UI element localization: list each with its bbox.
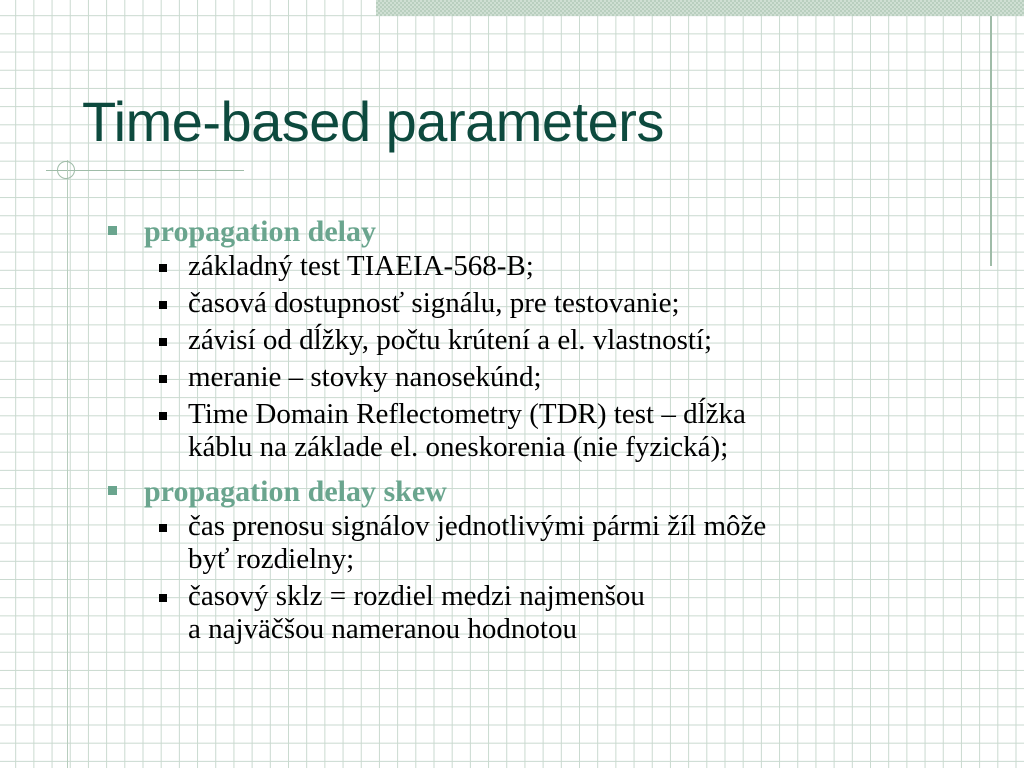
square-bullet-icon [108,486,117,495]
sub-bullet-text: základný test TIAEIA-568-B; [188,250,534,282]
sub-bullet [104,250,984,283]
square-bullet-icon [108,226,117,235]
sub-bullet-text: meranie – stovky nanosekúnd; [188,361,542,393]
square-bullet-icon [159,338,167,346]
square-bullet-icon [159,264,167,272]
top-decorative-band [376,0,1024,16]
square-bullet-icon [159,594,167,602]
left-decorative-rule [67,160,68,768]
sub-bullet [104,361,984,394]
bullet-heading-text: propagation delay [144,215,376,248]
bullet-heading-propagation-delay [104,214,984,250]
sub-bullet-text-line-2: byť rozdielny; [188,543,355,575]
square-bullet-icon [159,524,167,532]
sub-bullet-text-line-1: časový sklz = rozdiel medzi najmenšou [188,580,645,612]
slide-title: Time-based parameters [82,90,664,153]
bullet-heading-propagation-delay-skew [104,474,984,510]
sub-bullet [104,324,984,357]
square-bullet-icon [159,375,167,383]
title-underline-rule [46,170,244,171]
bullet-heading-text: propagation delay skew [144,475,447,508]
sub-bullet-text-line-1: čas prenosu signálov jednotlivými pármi žíl môže [188,510,767,542]
circle-ornament-icon [57,161,75,179]
sub-bullet [104,398,984,464]
sub-bullet-text-line-2: káblu na základe el. oneskorenia (nie fyzická); [188,431,729,463]
sub-bullet-text: závisí od dĺžky, počtu krútení a el. vlastností; [188,324,713,356]
right-decorative-rule [990,16,992,266]
sub-bullet-text: časová dostupnosť signálu, pre testovanie; [188,287,680,319]
sub-bullet [104,287,984,320]
sub-bullet [104,510,984,576]
sub-bullet [104,580,984,646]
sub-bullet-text-line-2: a najväčšou nameranou hodnotou [188,613,577,645]
slide-body [104,214,984,650]
square-bullet-icon [159,412,167,420]
sub-bullet-text-line-1: Time Domain Reflectometry (TDR) test – dĺžka [188,398,746,430]
square-bullet-icon [159,301,167,309]
